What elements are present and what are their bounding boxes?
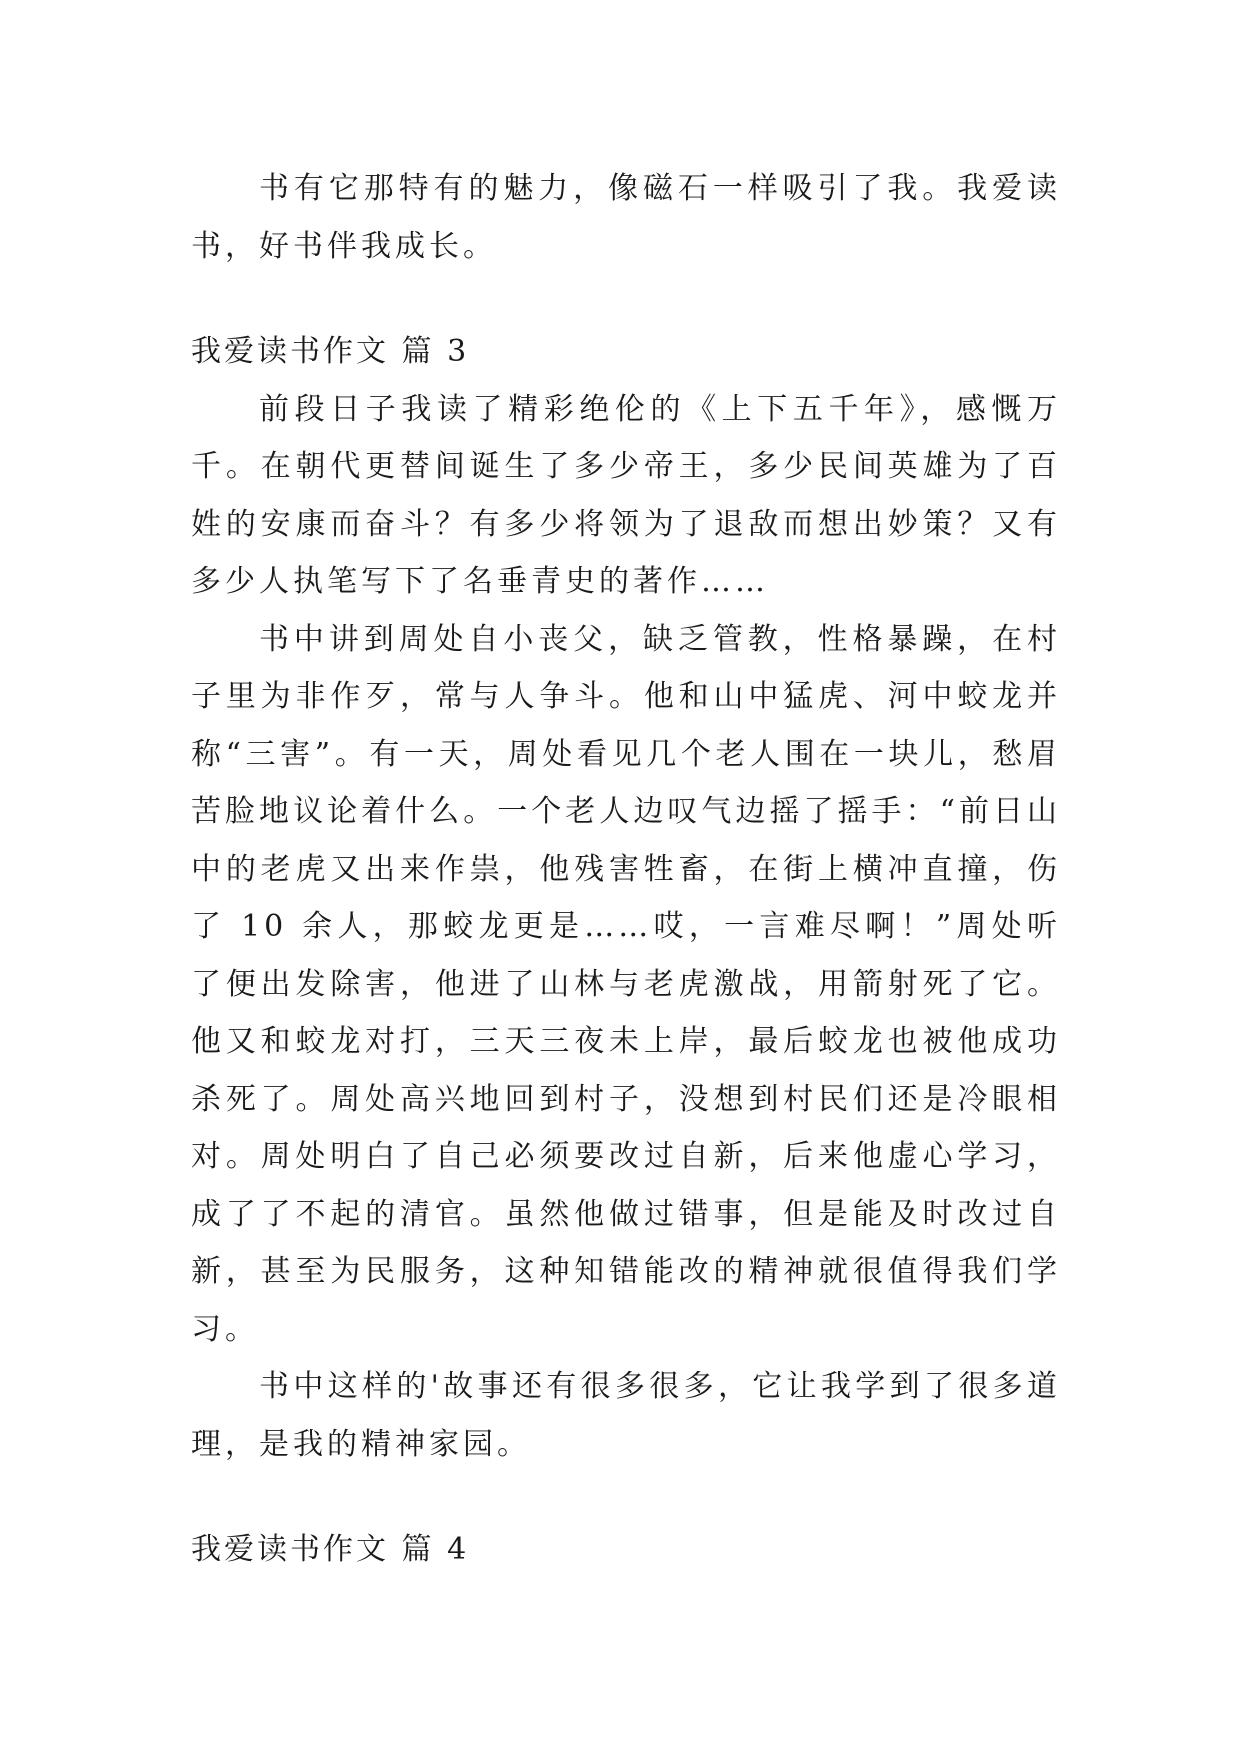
text-column — [191, 160, 1061, 1579]
essay-3-paragraph-3: 书中这样的'故事还有很多很多，它让我学到了很多道理，是我的精神家园。 — [191, 1369, 1061, 1462]
essay-3-paragraph-2: 书中讲到周处自小丧父，缺乏管教，性格暴躁，在村子里为非作歹，常与人争斗。他和山中猛虎、河中蛟龙并称“三害”。有一天，周处看见几个老人围在一块儿，愁眉苦脸地议论着什么。一个老人边叹气边摇了摇手：“前日山中的老虎又出来作祟，他残害牲畜，在街上横冲直撞，伤了 10 余人，那蛟龙更是……哎，一言难尽啊！”周处听了便出发除害，他进了山林与老虎激战，用箭射死了它。他又和蛟龙对打，三天三夜未上岸，最后蛟龙也被他成功杀死了。周处高兴地回到村子，没想到村民们还是冷眼相对。周处明白了自己必须要改过自新，后来他虚心学习，成了了不起的清官。虽然他做过错事，但是能及时改过自新，甚至为民服务，这种知错能改的精神就很值得我们学习。 — [191, 621, 1061, 1347]
essay-4-heading: 我爱读书作文 篇 4 — [191, 1532, 470, 1567]
essay-3-heading: 我爱读书作文 篇 3 — [191, 334, 470, 369]
intro-paragraph: 书有它那特有的魅力，像磁石一样吸引了我。我爱读书，好书伴我成长。 — [191, 171, 1061, 264]
essay-3-paragraph-1: 前段日子我读了精彩绝伦的《上下五千年》，感慨万千。在朝代更替间诞生了多少帝王，多少民间英雄为了百姓的安康而奋斗？有多少将领为了退敌而想出妙策？又有多少人执笔写下了名垂青史的著作…… — [191, 391, 1061, 599]
